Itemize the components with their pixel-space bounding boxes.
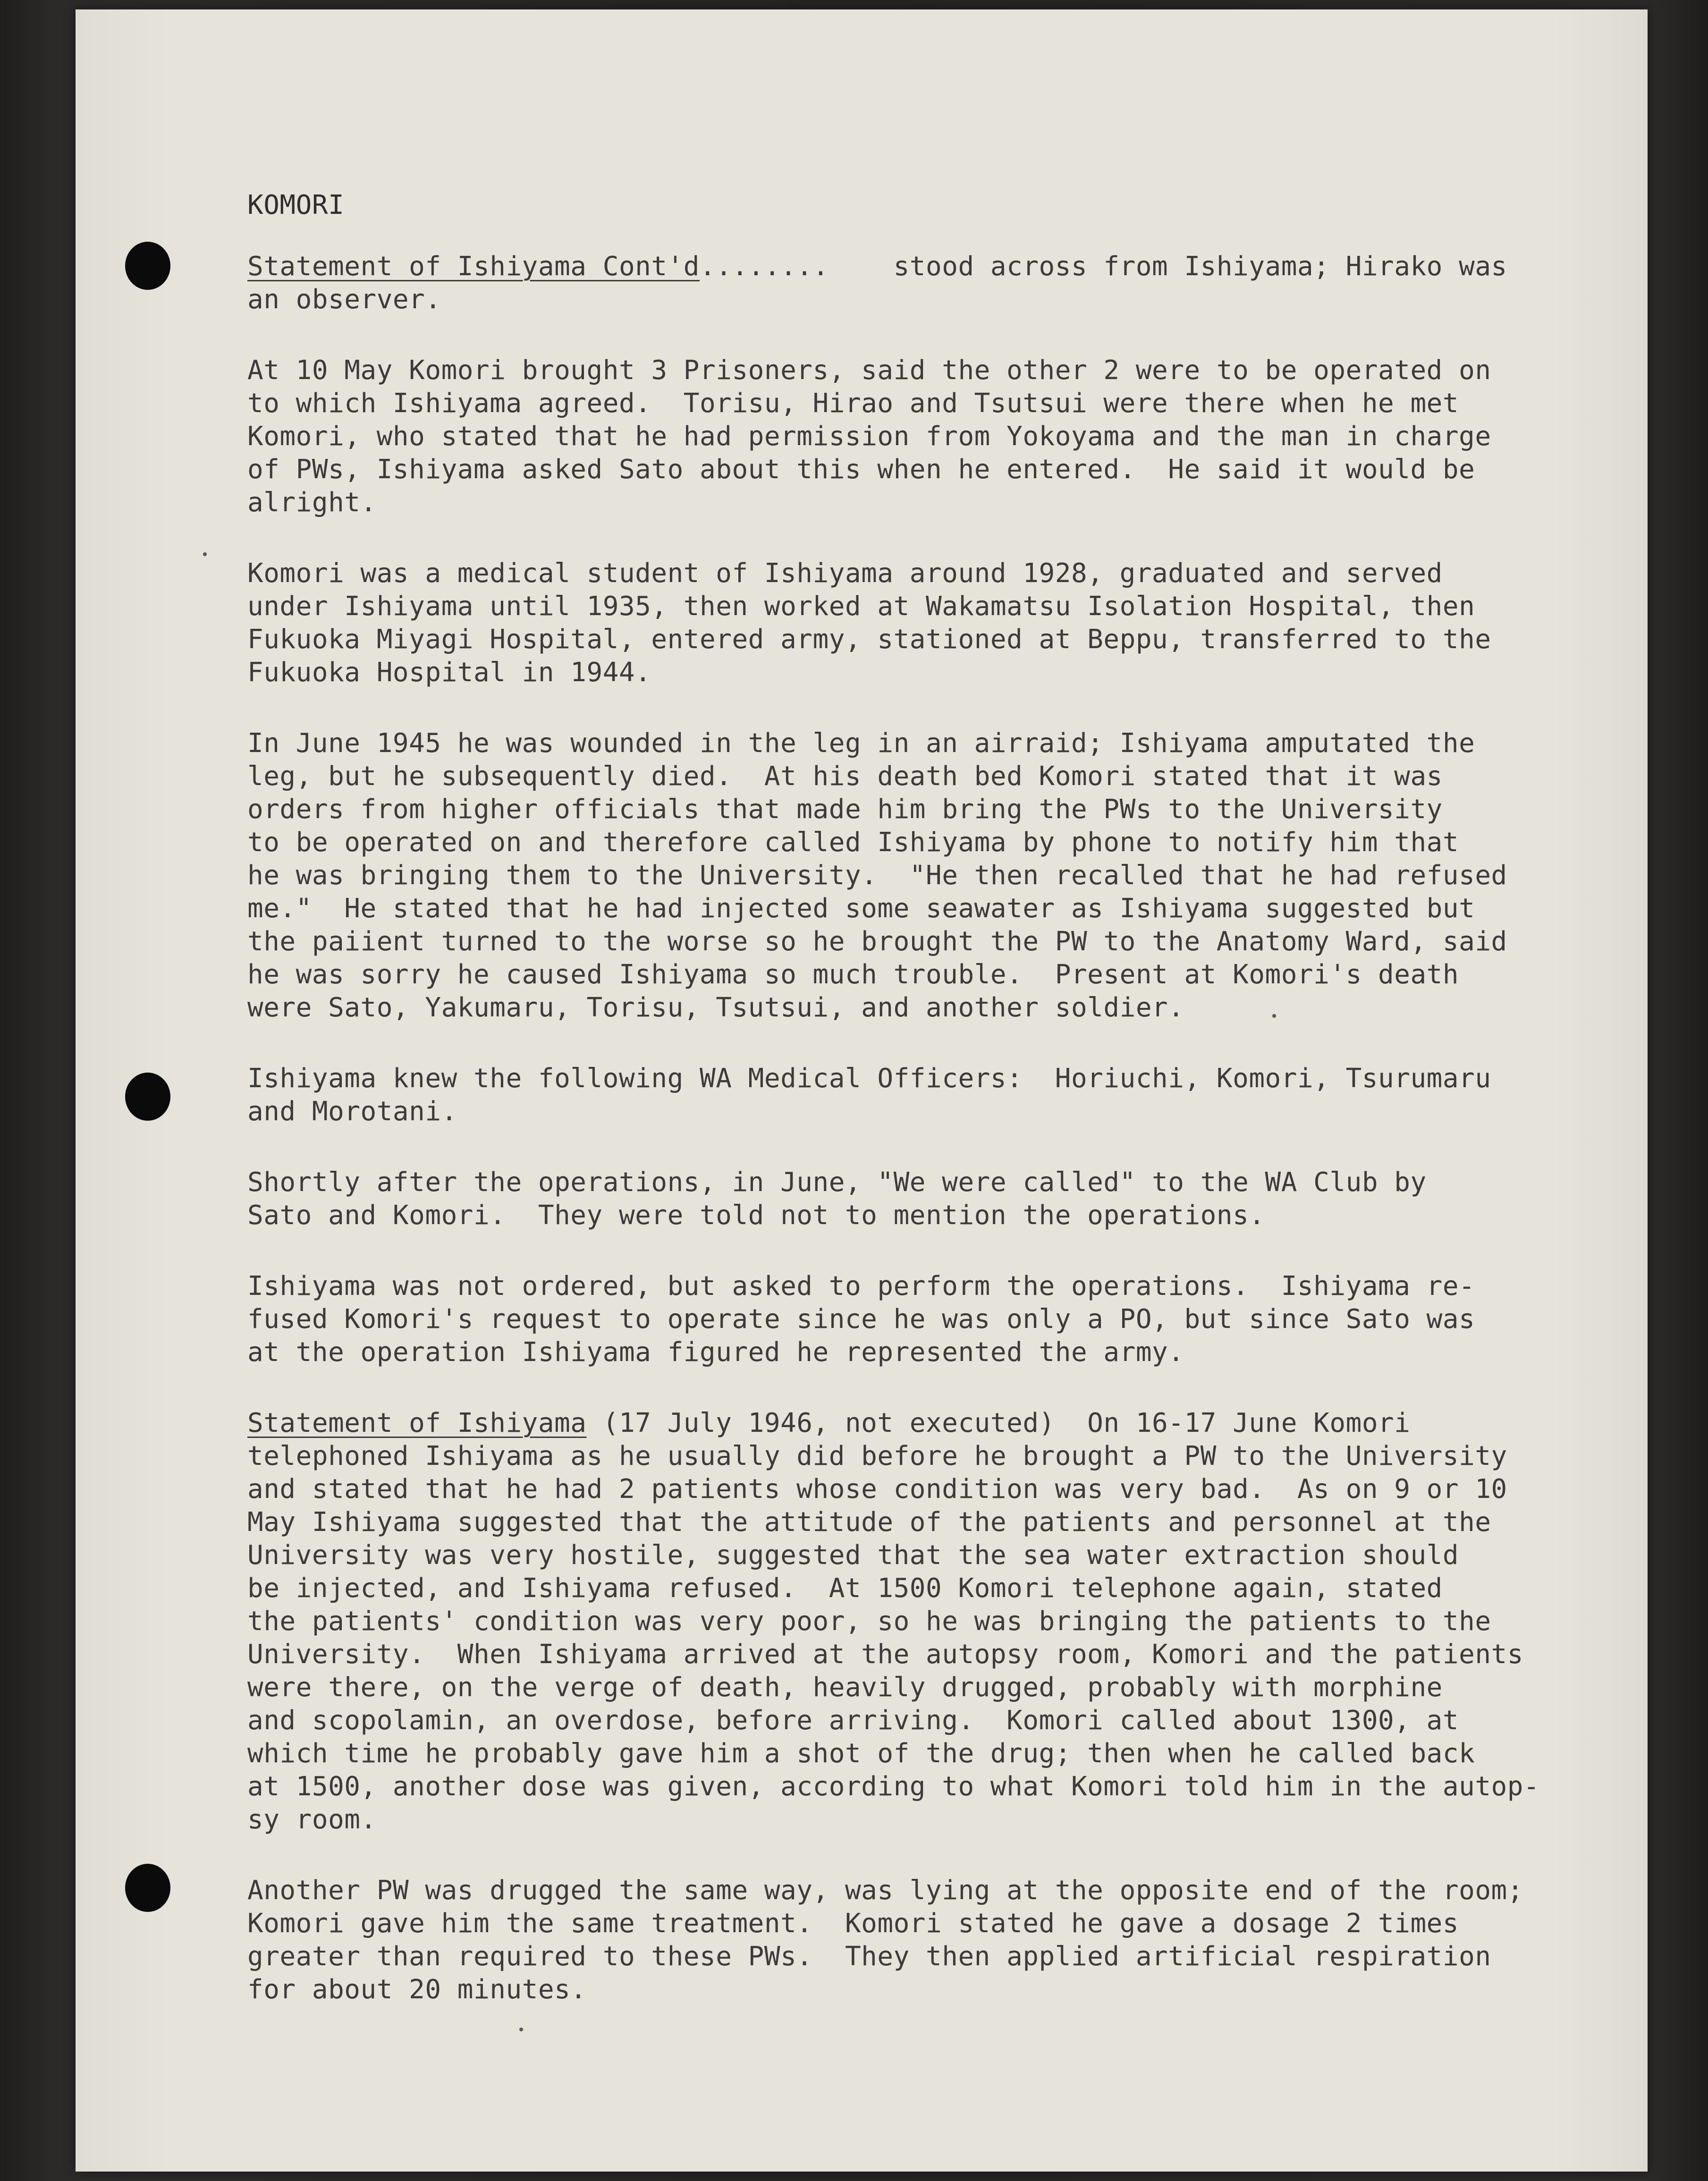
text-line — [247, 760, 1616, 793]
text-line — [247, 453, 1616, 486]
line-text: Another PW was drugged the same way, was lying at the opposite end of the room; — [247, 1875, 1523, 1906]
paragraph-gap — [247, 1128, 1616, 1166]
line-text: which time he probably gave him a shot of the drug; then when he called back — [247, 1738, 1475, 1769]
paragraph-gap — [247, 1024, 1616, 1062]
binder-hole-bottom — [125, 1864, 170, 1912]
underlined-section-title: Statement of Ishiyama — [247, 1408, 587, 1438]
text-line — [247, 1737, 1616, 1770]
line-text: fused Komori's request to operate since he was only a PO, but since Sato was — [247, 1304, 1475, 1335]
line-text: and stated that he had 2 patients whose condition was very bad. As on 9 or 10 — [247, 1474, 1507, 1505]
text-line — [247, 250, 1616, 283]
binder-hole-middle — [125, 1073, 170, 1121]
line-text: were there, on the verge of death, heavily drugged, probably with morphine — [247, 1672, 1443, 1703]
text-line — [247, 590, 1616, 623]
text-line — [247, 1770, 1616, 1803]
paper-speck — [519, 2028, 523, 2031]
line-text: Sato and Komori. They were told not to mention the operations. — [247, 1200, 1265, 1231]
binder-hole-top — [125, 242, 170, 290]
text-line — [247, 1336, 1616, 1369]
paragraph — [247, 354, 1616, 519]
line-text: and scopolamin, an overdose, before arriving. Komori called about 1300, at — [247, 1705, 1459, 1736]
text-line — [247, 1638, 1616, 1671]
paragraph-gap — [247, 689, 1616, 727]
line-text: he was sorry he caused Ishiyama so much trouble. Present at Komori's death — [247, 959, 1459, 990]
text-line — [247, 859, 1616, 892]
text-line — [247, 958, 1616, 991]
line-text: and Morotani. — [247, 1096, 457, 1127]
text-line — [247, 354, 1616, 387]
paragraph-gap — [247, 519, 1616, 557]
paragraph-gap — [247, 1232, 1616, 1270]
line-text: greater than required to these PWs. They then applied artificial respiration — [247, 1941, 1491, 1972]
text-line — [247, 1506, 1616, 1539]
paragraph-gap — [247, 1369, 1616, 1407]
text-line — [247, 656, 1616, 689]
paragraph — [247, 1874, 1616, 2006]
paragraph — [247, 250, 1616, 316]
paragraph-gap — [247, 1836, 1616, 1874]
paragraph — [247, 1270, 1616, 1369]
text-line — [247, 1095, 1616, 1128]
line-text: sy room. — [247, 1804, 377, 1835]
paragraph — [247, 1062, 1616, 1128]
text-line — [247, 826, 1616, 859]
text-line — [247, 1704, 1616, 1737]
typewritten-sheet — [76, 9, 1648, 2172]
line-text: orders from higher officials that made him bring the PWs to the University — [247, 794, 1443, 825]
text-line — [247, 1407, 1616, 1440]
text-line — [247, 1907, 1616, 1940]
text-line — [247, 1270, 1616, 1303]
line-text: Fukuoka Hospital in 1944. — [247, 657, 651, 688]
text-line — [247, 892, 1616, 925]
text-line — [247, 420, 1616, 453]
line-text: to be operated on and therefore called Ishiyama by phone to notify him that — [247, 827, 1459, 858]
line-text: Ishiyama was not ordered, but asked to perform the operations. Ishiyama re- — [247, 1271, 1475, 1302]
line-text: University was very hostile, suggested that the sea water extraction should — [247, 1540, 1459, 1571]
text-line — [247, 1062, 1616, 1095]
line-text: at 1500, another dose was given, according to what Komori told him in the autop- — [247, 1771, 1540, 1802]
line-text: the patients' condition was very poor, so he was bringing the patients to the — [247, 1606, 1491, 1637]
line-text: to which Ishiyama agreed. Torisu, Hirao and Tsutsui were there when he met — [247, 388, 1459, 419]
text-line — [247, 1671, 1616, 1704]
line-text: Komori gave him the same treatment. Komori stated he gave a dosage 2 times — [247, 1908, 1459, 1939]
line-text: at the operation Ishiyama figured he represented the army. — [247, 1337, 1184, 1368]
text-line — [247, 1166, 1616, 1199]
line-text: University. When Ishiyama arrived at the autopsy room, Komori and the patients — [247, 1639, 1523, 1670]
text-line — [247, 1303, 1616, 1336]
underlined-section-title: Statement of Ishiyama Cont'd — [247, 251, 700, 282]
line-text: Komori was a medical student of Ishiyama around 1928, graduated and served — [247, 558, 1443, 589]
line-text: be injected, and Ishiyama refused. At 1500 Komori telephone again, stated — [247, 1573, 1443, 1604]
text-line — [247, 1440, 1616, 1473]
line-text: were Sato, Yakumaru, Torisu, Tsutsui, and another soldier. — [247, 992, 1184, 1023]
text-line — [247, 1605, 1616, 1638]
line-text: he was bringing them to the University. "He then recalled that he had refused — [247, 860, 1507, 891]
paragraph-container — [247, 250, 1616, 2006]
text-line — [247, 283, 1616, 316]
line-text: At 10 May Komori brought 3 Prisoners, said the other 2 were to be operated on — [247, 355, 1491, 386]
line-text: (17 July 1946, not executed) On 16-17 June Komori — [586, 1408, 1411, 1438]
line-text: In June 1945 he was wounded in the leg in an airraid; Ishiyama amputated the — [247, 728, 1475, 759]
paragraph — [247, 1166, 1616, 1232]
text-line — [247, 793, 1616, 826]
text-line — [247, 1973, 1616, 2006]
paragraph — [247, 557, 1616, 689]
text-line — [247, 1199, 1616, 1232]
text-line — [247, 991, 1616, 1024]
text-line — [247, 925, 1616, 958]
line-text: telephoned Ishiyama as he usually did before he brought a PW to the University — [247, 1441, 1507, 1471]
line-text: the paiient turned to the worse so he brought the PW to the Anatomy Ward, said — [247, 926, 1507, 957]
line-text: me." He stated that he had injected some seawater as Ishiyama suggested but — [247, 893, 1475, 924]
paragraph — [247, 1407, 1616, 1836]
line-text: Ishiyama knew the following WA Medical Officers: Horiuchi, Komori, Tsurumaru — [247, 1063, 1491, 1094]
line-text: Shortly after the operations, in June, "We were called" to the WA Club by — [247, 1167, 1427, 1198]
paragraph — [247, 727, 1616, 1024]
text-line — [247, 1940, 1616, 1973]
document-heading: KOMORI — [247, 190, 345, 220]
document-body — [247, 189, 1616, 2006]
text-line — [247, 1874, 1616, 1907]
line-text: Fukuoka Miyagi Hospital, entered army, stationed at Beppu, transferred to the — [247, 624, 1491, 655]
text-line — [247, 1803, 1616, 1836]
text-line — [247, 1539, 1616, 1572]
text-line — [247, 1572, 1616, 1605]
line-text: for about 20 minutes. — [247, 1974, 587, 2005]
text-line — [247, 623, 1616, 656]
line-text: of PWs, Ishiyama asked Sato about this when he entered. He said it would be — [247, 454, 1475, 485]
paper-speck — [203, 552, 207, 556]
line-text: alright. — [247, 487, 377, 518]
line-text: Komori, who stated that he had permission from Yokoyama and the man in charge — [247, 421, 1491, 452]
line-text: leg, but he subsequently died. At his death bed Komori stated that it was — [247, 761, 1443, 792]
text-line — [247, 557, 1616, 590]
line-text: ........ stood across from Ishiyama; Hirako was — [700, 251, 1507, 282]
paragraph-gap — [247, 316, 1616, 354]
text-line — [247, 1473, 1616, 1506]
text-line — [247, 387, 1616, 420]
line-text: May Ishiyama suggested that the attitude of the patients and personnel at the — [247, 1507, 1491, 1538]
line-text: under Ishiyama until 1935, then worked at Wakamatsu Isolation Hospital, then — [247, 591, 1475, 622]
text-line — [247, 727, 1616, 760]
text-line — [247, 486, 1616, 519]
line-text: an observer. — [247, 284, 441, 315]
